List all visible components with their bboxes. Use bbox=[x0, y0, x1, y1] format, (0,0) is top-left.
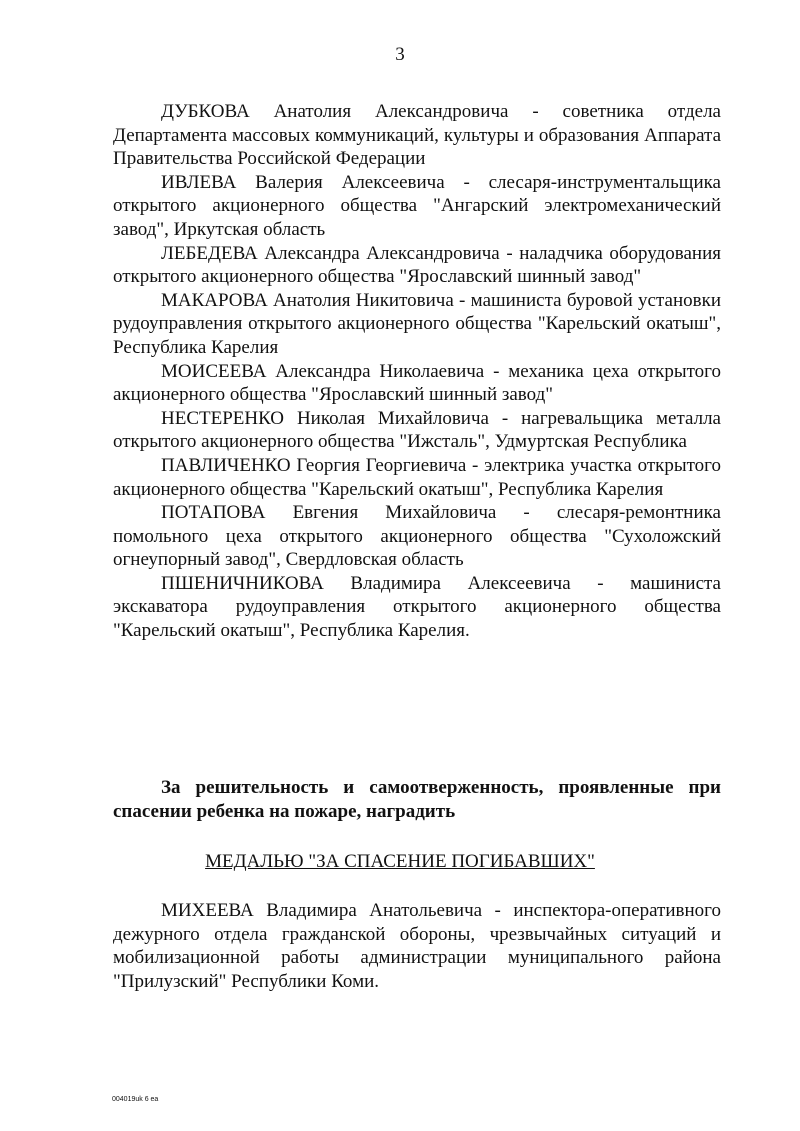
page-number: 3 bbox=[395, 44, 405, 65]
list-item: ЛЕБЕДЕВА Александра Александровича - наладчика оборудования открытого акционерного общества "Ярославский шинный завод" bbox=[113, 242, 721, 288]
award-recipient: МИХЕЕВА Владимира Анатольевича - инспектора-оперативного дежурного отдела гражданской обороны, чрезвычайных ситуаций и мобилизационной работы администрации муниципального района "Прилузский" Республики Коми. bbox=[113, 900, 721, 992]
list-item: НЕСТЕРЕНКО Николая Михайловича - нагревальщика металла открытого акционерного общества "Ижсталь", Удмуртская Республика bbox=[113, 407, 721, 453]
award-heading: За решительность и самоотверженность, проявленные при спасении ребенка на пожаре, наградить bbox=[113, 777, 721, 822]
medal-title: МЕДАЛЬЮ "ЗА СПАСЕНИЕ ПОГИБАВШИХ" bbox=[205, 851, 595, 872]
list-item: МОИСЕЕВА Александра Николаевича - механика цеха открытого акционерного общества "Ярославский шинный завод" bbox=[113, 360, 721, 406]
list-item: МАКАРОВА Анатолия Никитовича - машиниста буровой установки рудоуправления открытого акционерного общества "Карельский окатыш", Республика Карелия bbox=[113, 289, 721, 358]
list-item: ПОТАПОВА Евгения Михайловича - слесаря-ремонтника помольного цеха открытого акционерного общества "Сухоложский огнеупорный завод", Свердловская область bbox=[113, 502, 721, 571]
recipients-list bbox=[113, 100, 721, 643]
footer-code: 004019uk 6 ea bbox=[112, 1096, 159, 1103]
list-item: ИВЛЕВА Валерия Алексеевича - слесаря-инструментальщика открытого акционерного общества "Ангарский электромеханический завод", Иркутская область bbox=[113, 171, 721, 240]
list-item: ПШЕНИЧНИКОВА Владимира Алексеевича - машиниста экскаватора рудоуправления открытого акционерного общества "Карельский окатыш", Республика Карелия. bbox=[113, 572, 721, 642]
list-item: ПАВЛИЧЕНКО Георгия Георгиевича - электрика участка открытого акционерного общества "Карельский окатыш", Республика Карелия bbox=[113, 454, 721, 500]
list-item: ДУБКОВА Анатолия Александровича - советника отдела Департамента массовых коммуникаций, культуры и образования Аппарата Правительства Российской Федерации bbox=[113, 101, 721, 170]
